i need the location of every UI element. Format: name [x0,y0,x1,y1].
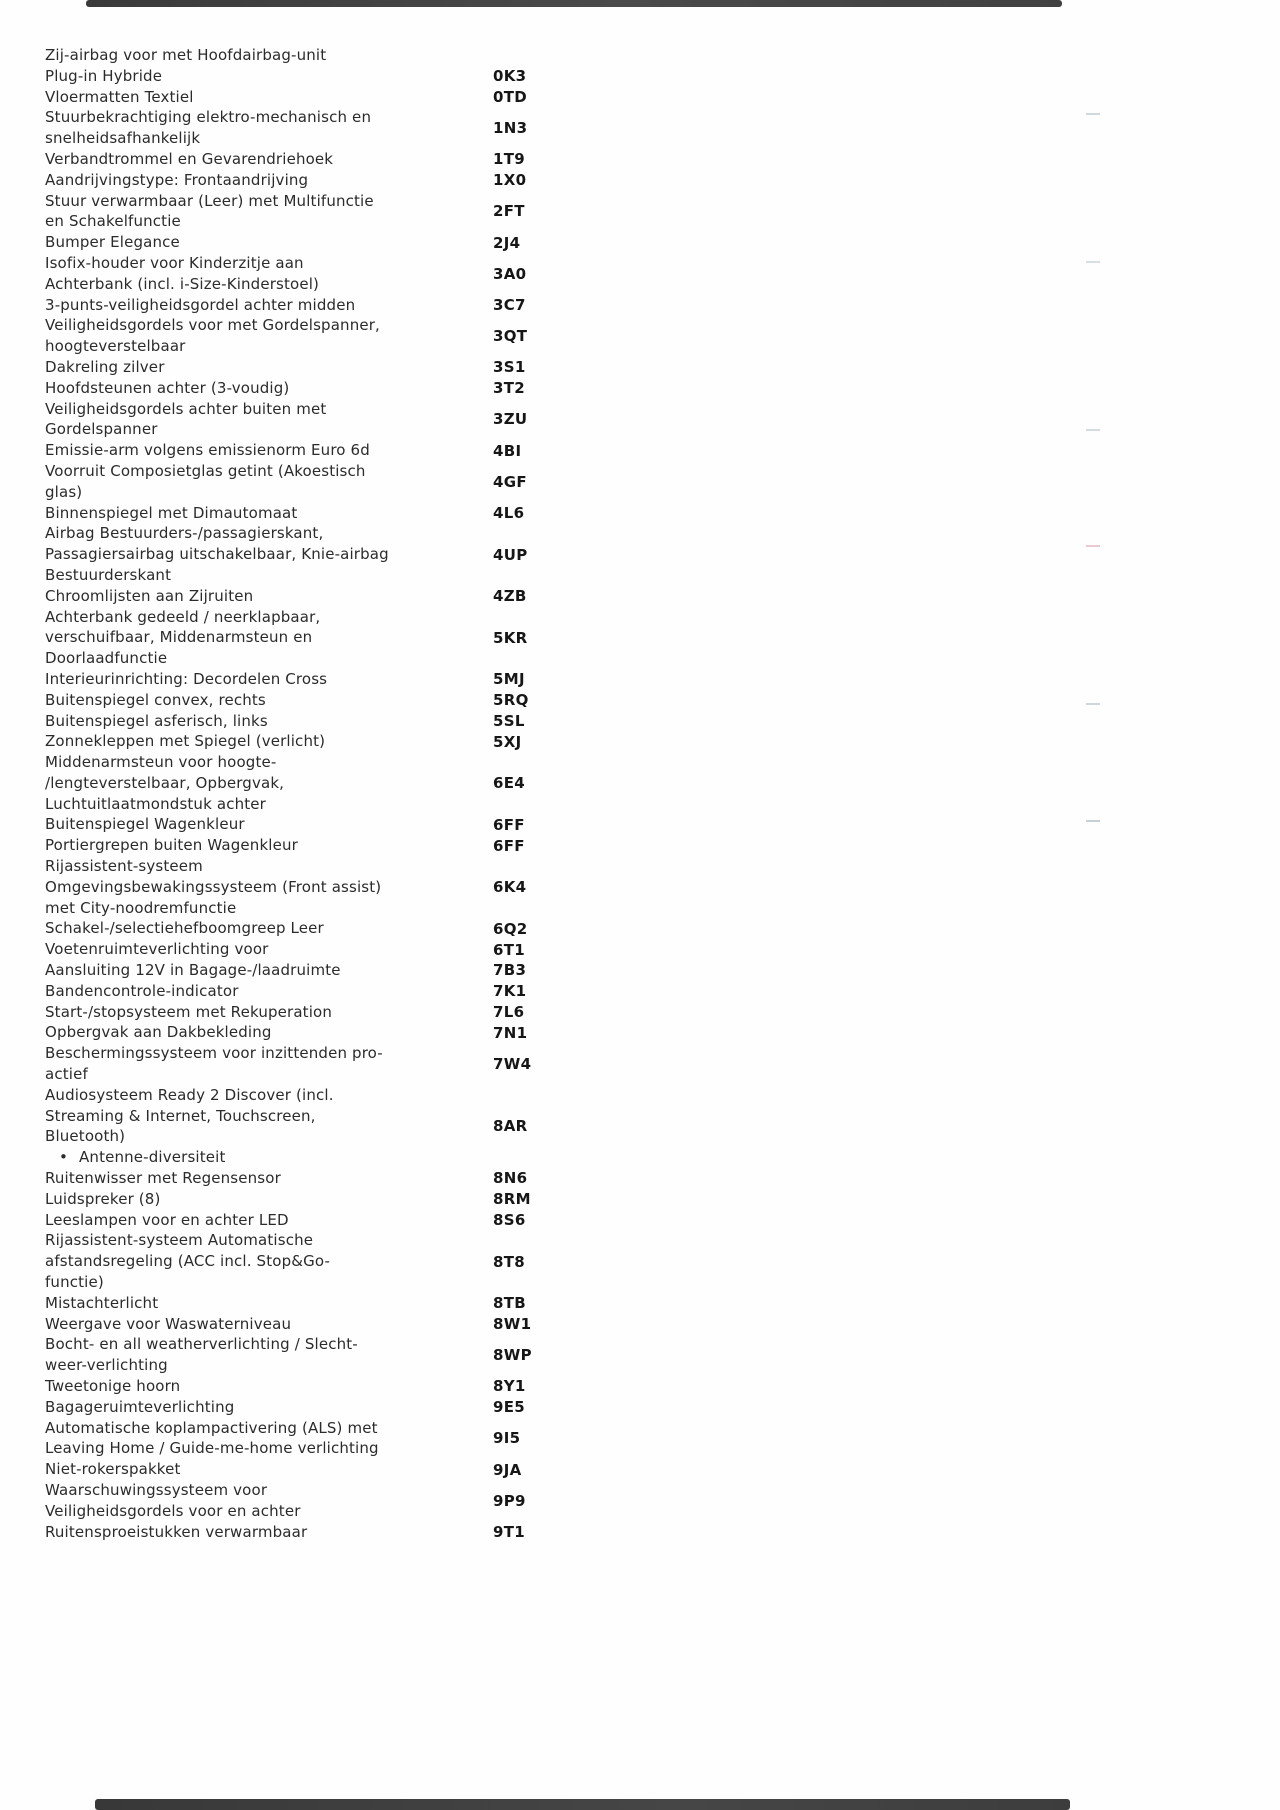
description-line: Stuur verwarmbaar (Leer) met Multifunctie [45,191,374,210]
option-row [45,253,532,295]
description-line: /lengteverstelbaar, Opbergvak, [45,773,285,792]
option-row [45,1043,532,1085]
option-code: 4BI [493,441,522,460]
option-row [45,586,532,607]
option-row [45,1230,532,1292]
option-code: 9E5 [493,1398,526,1417]
option-code: 0K3 [493,67,527,86]
description-line: Buitenspiegel Wagenkleur [45,815,245,834]
option-code: 1N3 [493,119,528,138]
description-line: Opbergvak aan Dakbekleding [45,1023,272,1042]
option-description [45,752,493,814]
description-line: Bandencontrole-indicator [45,981,239,1000]
option-code: 7K1 [493,982,527,1001]
option-description [45,461,493,503]
option-description [45,66,493,87]
option-description [45,1397,493,1418]
description-line: Chroomlijsten aan Zijruiten [45,586,254,605]
option-description [45,295,493,316]
option-code: 9T1 [493,1522,526,1541]
option-code: 9JA [493,1460,522,1479]
description-line: Start-/stopsysteem met Rekuperation [45,1002,333,1021]
option-row [45,690,532,711]
option-description [45,378,493,399]
option-row [45,607,532,669]
description-line: Weergave voor Waswaterniveau [45,1314,292,1333]
option-row [45,378,532,399]
option-row [45,731,532,752]
option-row [45,170,532,191]
option-row [45,1480,532,1522]
description-line: Binnenspiegel met Dimautomaat [45,503,298,522]
description-line: Bestuurderskant [45,565,172,584]
option-code: 8W1 [493,1315,532,1333]
option-row [45,1002,532,1023]
option-code: 8AR [493,1117,528,1136]
option-description [45,315,493,357]
description-line: Rijassistent-systeem Automatische [45,1231,314,1250]
scan-artifact [1086,545,1100,547]
option-description [45,1230,493,1292]
option-code: 3T2 [493,379,526,398]
option-code: 6T1 [493,940,526,959]
option-code: 7B3 [493,961,527,980]
description-line: Veiligheidsgordels voor en achter [45,1501,301,1520]
description-line: Audiosysteem Ready 2 Discover (incl. [45,1085,334,1104]
option-row [45,503,532,524]
option-code: 6FF [493,815,525,834]
description-line: Hoofdsteunen achter (3-voudig) [45,378,290,397]
option-code: 3A0 [493,264,527,283]
option-description [45,170,493,191]
option-description [45,731,493,752]
option-row [45,960,532,981]
option-code: 2J4 [493,233,521,252]
description-line: Passagiersairbag uitschakelbaar, Knie-airbag [45,545,389,564]
option-code: 5SL [493,711,525,730]
option-code: 8S6 [493,1211,526,1230]
option-description [45,690,493,711]
option-code: 8TB [493,1294,527,1313]
description-line: verschuifbaar, Middenarmsteun en [45,628,313,647]
description-line: Emissie-arm volgens emissienorm Euro 6d [45,441,370,460]
description-line: Mistachterlicht [45,1293,159,1312]
option-code: 7W4 [493,1055,532,1074]
option-description [45,1314,493,1335]
description-line: Voorruit Composietglas getint (Akoestisch [45,461,366,480]
description-line: afstandsregeling (ACC incl. Stop&Go- [45,1252,331,1271]
scan-artifact [1086,261,1100,263]
scan-artifact [1086,820,1100,822]
description-line: Leeslampen voor en achter LED [45,1210,289,1229]
option-description [45,981,493,1002]
description-line: Bluetooth) [45,1127,126,1146]
option-code: 8WP [493,1346,532,1365]
option-code: 3S1 [493,358,526,377]
description-line: Voetenruimteverlichting voor [45,940,269,959]
option-description [45,1418,493,1460]
option-description [45,711,493,732]
option-description [45,1522,493,1543]
description-line: Ruitenwisser met Regensensor [45,1169,281,1188]
option-code: 6K4 [493,878,527,897]
option-code: 5RQ [493,691,529,710]
option-description [45,1043,493,1085]
option-row [45,232,532,253]
option-code: 3QT [493,327,528,346]
option-row [45,856,532,918]
option-code: 5XJ [493,732,522,751]
option-row [45,87,532,108]
option-description [45,1168,493,1189]
option-row [45,1314,532,1335]
option-row [45,1210,532,1231]
option-code: 7N1 [493,1023,528,1042]
description-line: snelheidsafhankelijk [45,129,201,148]
option-row [45,711,532,732]
option-row [45,981,532,1002]
option-row [45,523,532,585]
option-description [45,1002,493,1023]
option-description [45,440,493,461]
option-row [45,918,532,939]
description-line: Buitenspiegel convex, rechts [45,690,266,709]
option-description [45,669,493,690]
description-line: Portiergrepen buiten Wagenkleur [45,836,298,855]
option-code: 8RM [493,1190,531,1209]
option-code: 5KR [493,628,528,647]
option-row [45,315,532,357]
description-line: Verbandtrommel en Gevarendriehoek [45,149,334,168]
description-line: Plug-in Hybride [45,66,163,85]
description-line: Beschermingssysteem voor inzittenden pro- [45,1044,383,1063]
option-description [45,1293,493,1314]
option-code: 3ZU [493,410,528,429]
option-description [45,87,493,108]
description-line: Middenarmsteun voor hoogte- [45,753,277,772]
option-row [45,440,532,461]
option-description [45,232,493,253]
option-row [45,357,532,378]
option-row [45,1376,532,1397]
option-code: 9I5 [493,1429,521,1448]
description-line: Waarschuwingssysteem voor [45,1480,268,1499]
option-code: 9P9 [493,1491,526,1510]
scan-artifact [1086,113,1100,115]
option-code: 7L6 [493,1003,525,1022]
description-line: Vloermatten Textiel [45,87,194,106]
description-sub-bullet [45,1147,493,1168]
option-row [45,107,532,149]
option-row [45,191,532,233]
option-description [45,939,493,960]
description-line: Schakel-/selectiehefboomgreep Leer [45,919,324,938]
option-description [45,107,493,149]
option-row [45,45,532,66]
option-row [45,1022,532,1043]
description-line: Streaming & Internet, Touchscreen, [45,1106,316,1125]
option-row [45,1293,532,1314]
option-description [45,191,493,233]
option-description [45,1085,493,1168]
option-row [45,399,532,441]
option-row [45,1418,532,1460]
description-line: Bagageruimteverlichting [45,1397,235,1416]
bullet-text: Antenne-diversiteit [79,1148,226,1167]
option-row [45,669,532,690]
option-description [45,1022,493,1043]
option-code: 4L6 [493,503,525,522]
description-line: Aandrijvingstype: Frontaandrijving [45,170,309,189]
description-line: Dakreling zilver [45,357,165,376]
option-description [45,253,493,295]
option-row [45,835,532,856]
description-line: functie) [45,1273,104,1292]
description-line: Doorlaadfunctie [45,649,168,668]
option-code: 5MJ [493,670,525,689]
option-description [45,523,493,585]
option-code: 6E4 [493,774,526,793]
option-description [45,1459,493,1480]
options-list [45,45,532,1542]
option-row [45,149,532,170]
option-description [45,503,493,524]
description-line: Interieurinrichting: Decordelen Cross [45,669,328,688]
option-code: 3C7 [493,295,526,314]
option-row [45,1334,532,1376]
option-row [45,295,532,316]
option-row [45,1522,532,1543]
option-row [45,1085,532,1168]
option-code: 8Y1 [493,1377,526,1396]
scan-artifact [1086,429,1100,431]
description-line: met City-noodremfunctie [45,898,237,917]
description-line: Leaving Home / Guide-me-home verlichting [45,1439,379,1458]
option-code: 1T9 [493,150,526,169]
description-line: Rijassistent-systeem [45,857,203,876]
option-code: 2FT [493,202,525,221]
description-line: Zonnekleppen met Spiegel (verlicht) [45,732,326,751]
option-code: 4ZB [493,587,527,606]
option-description [45,586,493,607]
option-description [45,149,493,170]
option-description [45,960,493,981]
description-line: Airbag Bestuurders-/passagierskant, [45,524,324,543]
description-line: Veiligheidsgordels achter buiten met [45,399,327,418]
description-line: Ruitensproeistukken verwarmbaar [45,1522,308,1541]
description-line: Achterbank (incl. i-Size-Kinderstoel) [45,274,320,293]
option-description [45,1210,493,1231]
option-description [45,1376,493,1397]
description-line: Bocht- en all weatherverlichting / Slecht- [45,1335,358,1354]
bullet-icon: • [59,1148,68,1167]
option-description [45,918,493,939]
description-line: Tweetonige hoorn [45,1377,181,1395]
description-line: glas) [45,482,83,501]
description-line: Gordelspanner [45,420,158,439]
option-row [45,66,532,87]
option-row [45,461,532,503]
option-description [45,814,493,835]
description-line: Aansluiting 12V in Bagage-/laadruimte [45,961,341,980]
option-row [45,814,532,835]
option-row [45,1168,532,1189]
description-line: Zij-airbag voor met Hoofdairbag-unit [45,46,327,64]
option-row [45,1397,532,1418]
option-description [45,357,493,378]
option-code: 1X0 [493,171,527,190]
option-code: 6FF [493,836,525,855]
option-code: 6Q2 [493,919,528,938]
option-row [45,752,532,814]
scan-edge-bottom [95,1799,1070,1810]
description-line: hoogteverstelbaar [45,337,186,356]
description-line: Niet-rokerspakket [45,1460,181,1479]
option-code: 4GF [493,472,527,491]
option-row [45,1189,532,1210]
option-code: 4UP [493,545,528,564]
description-line: Achterbank gedeeld / neerklapbaar, [45,607,321,626]
description-line: Bumper Elegance [45,233,180,252]
description-line: Stuurbekrachtiging elektro-mechanisch en [45,108,372,127]
option-description [45,1480,493,1522]
description-line: actief [45,1065,88,1084]
description-line: Omgevingsbewakingssysteem (Front assist) [45,877,382,896]
scan-artifact [1086,703,1100,705]
description-line: Buitenspiegel asferisch, links [45,711,268,730]
option-description [45,607,493,669]
description-line: Veiligheidsgordels voor met Gordelspanner, [45,316,380,335]
description-line: Automatische koplampactivering (ALS) met [45,1418,378,1437]
description-line: Luchtuitlaatmondstuk achter [45,794,266,813]
option-description [45,856,493,918]
option-description [45,1189,493,1210]
description-line: en Schakelfunctie [45,212,181,231]
option-description [45,399,493,441]
description-line: 3-punts-veiligheidsgordel achter midden [45,295,356,314]
option-description [45,1334,493,1376]
option-code: 8N6 [493,1169,528,1188]
description-line: weer-verlichting [45,1356,168,1375]
option-row [45,939,532,960]
option-code: 8T8 [493,1252,526,1271]
scan-edge-top [86,0,1062,7]
option-description [45,835,493,856]
option-description [45,45,493,66]
description-line: Isofix-houder voor Kinderzitje aan [45,253,304,272]
description-line: Luidspreker (8) [45,1189,161,1208]
option-code: 0TD [493,87,528,106]
option-row [45,1459,532,1480]
